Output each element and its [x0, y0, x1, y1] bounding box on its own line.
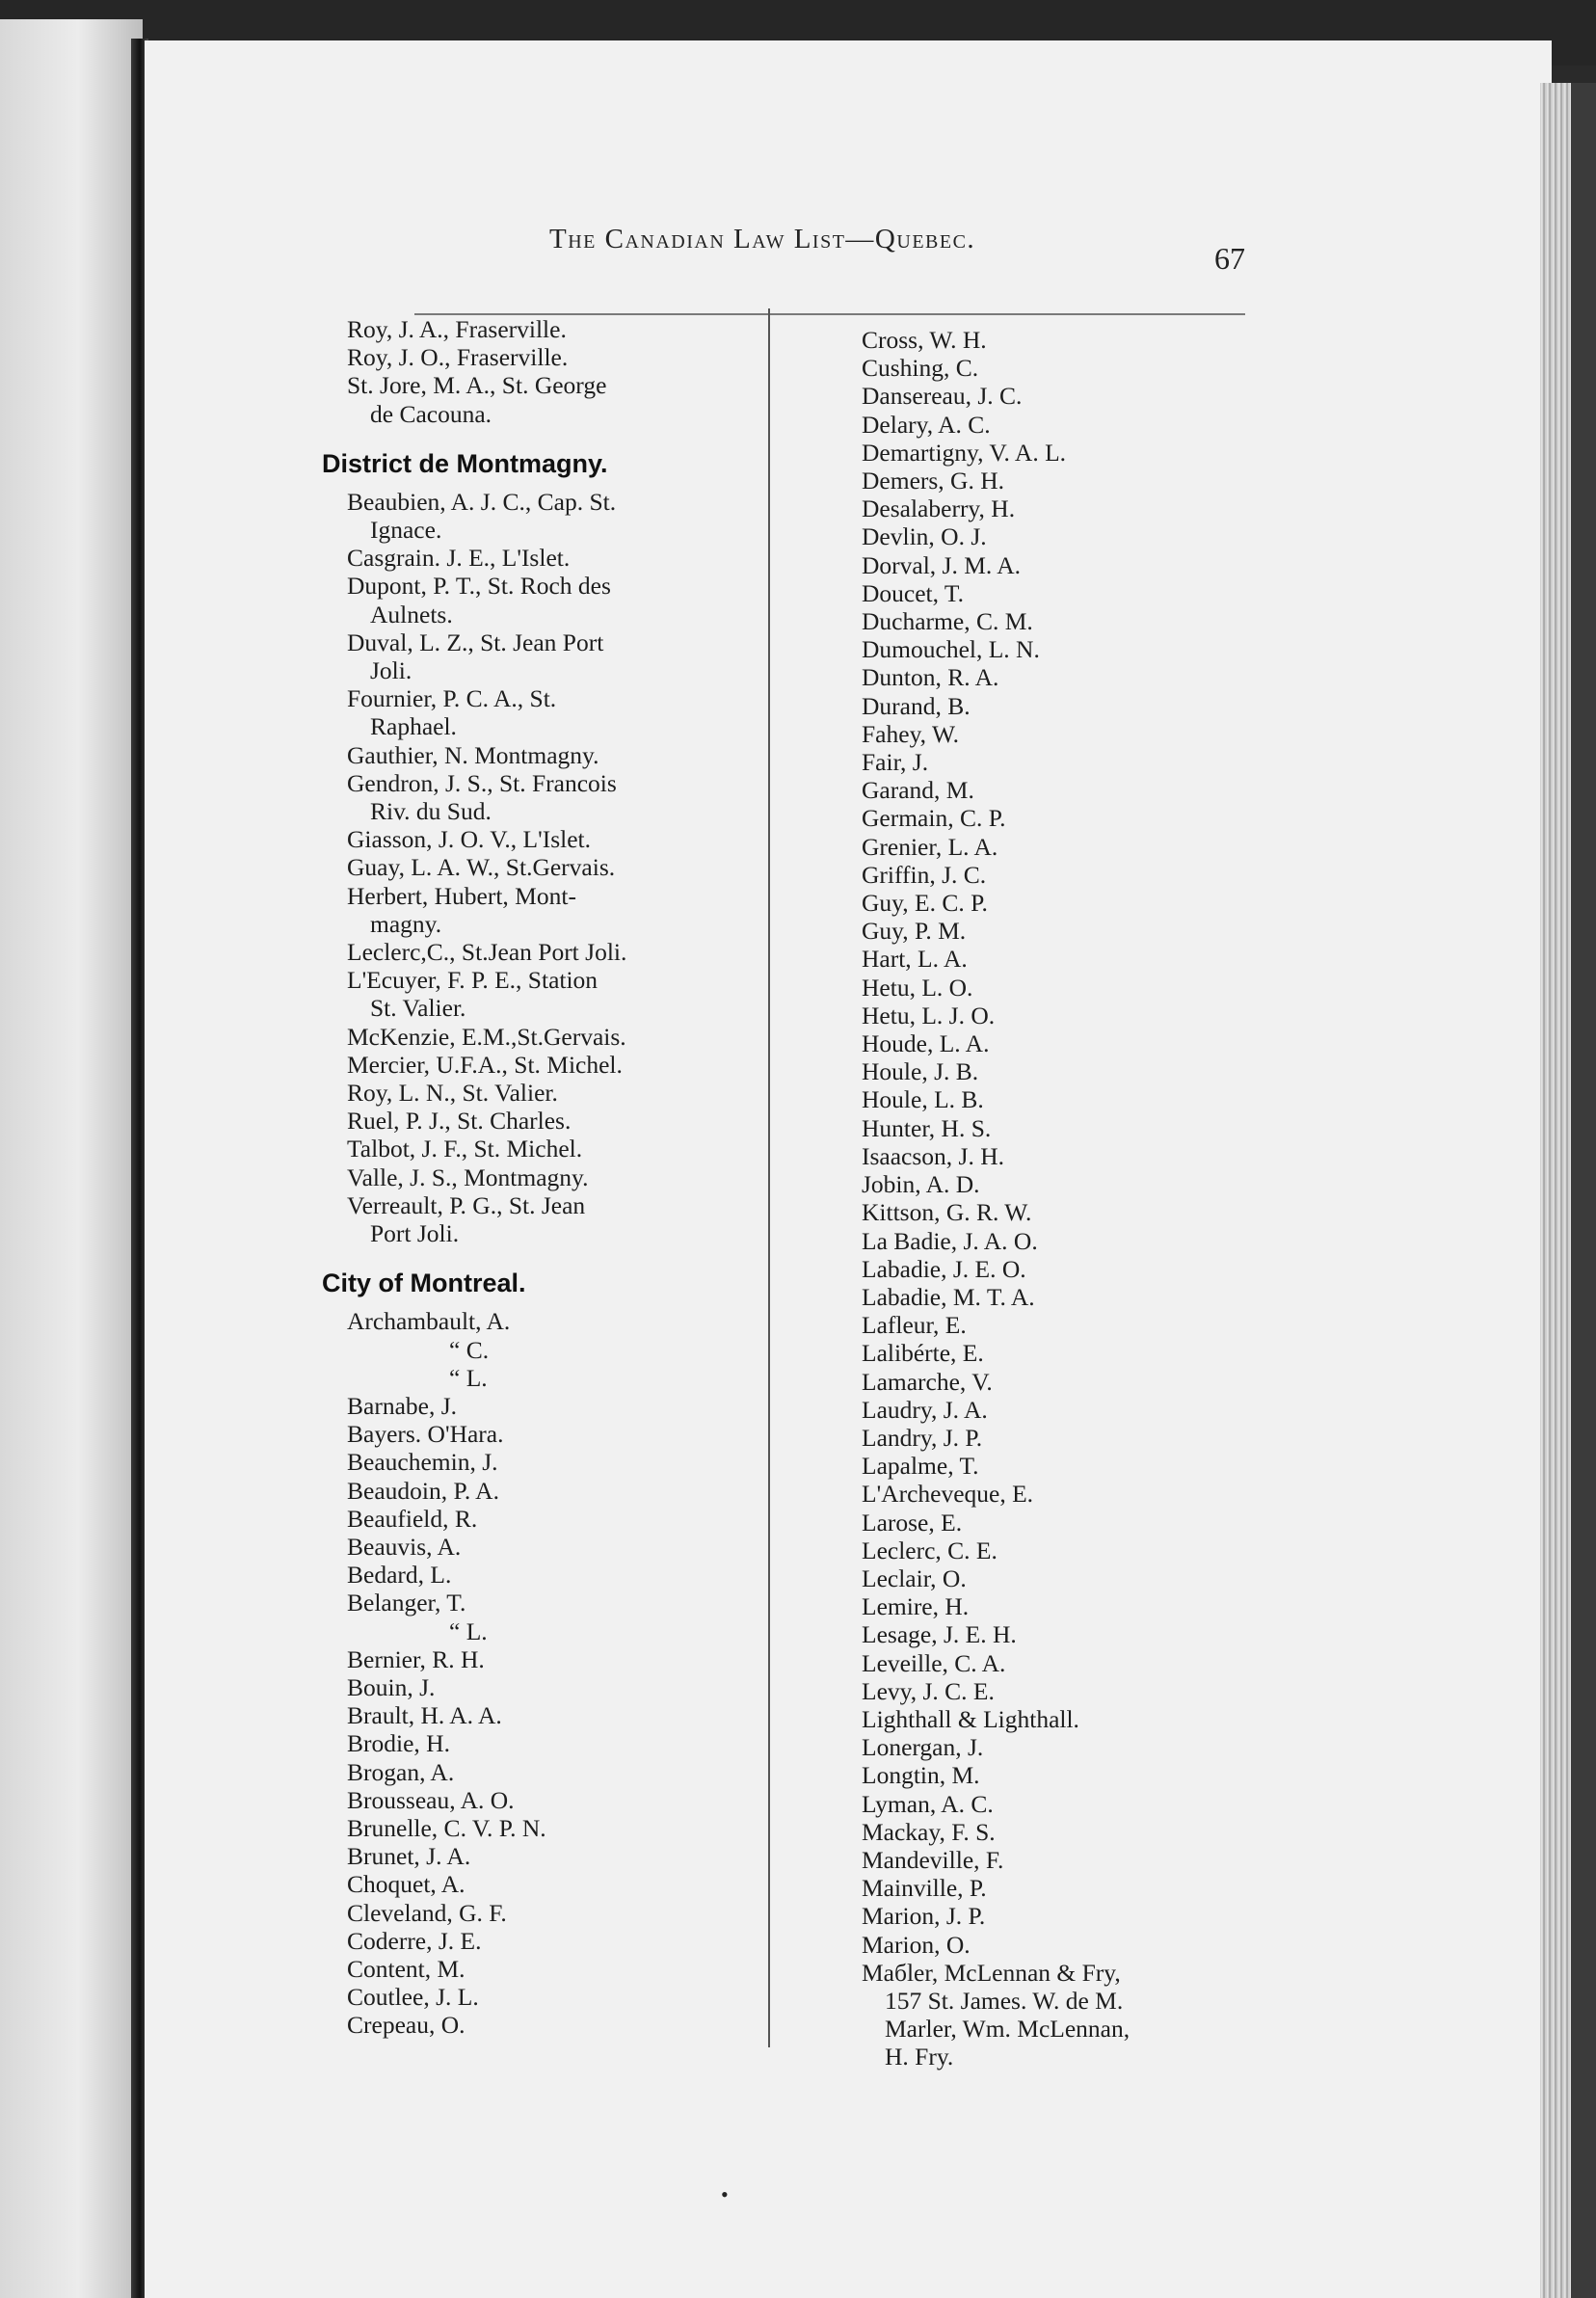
entry-name: L'Ecuyer, F. P. E., Station	[347, 966, 598, 995]
list-item	[347, 1729, 771, 1757]
list-item	[347, 1842, 771, 1870]
entry-name: Valle, J. S., Montmagny.	[347, 1162, 589, 1191]
entry-continuation: Port Joli.	[370, 1219, 460, 1248]
entry-name: Brogan, A.	[347, 1757, 455, 1786]
list-item	[862, 1198, 1247, 1226]
list-item	[347, 628, 771, 684]
list-item	[347, 343, 771, 371]
entry-name: Houde, L. A.	[862, 1029, 990, 1058]
entry-name: Grenier, L. A.	[862, 832, 998, 861]
section-heading: District de Montmagny.	[322, 448, 608, 478]
entry-name: Ducharme, C. M.	[862, 607, 1033, 636]
entry-name: Talbot, J. F., St. Michel.	[347, 1135, 583, 1163]
entry-name: Brault, H. A. A.	[347, 1701, 502, 1730]
list-item	[347, 1107, 771, 1135]
list-item	[347, 1420, 771, 1448]
list-item	[862, 1846, 1247, 1874]
entry-name: Dumouchel, L. N.	[862, 635, 1040, 664]
entry-name: Delary, A. C.	[862, 410, 991, 439]
entry-name: Mainville, P.	[862, 1874, 987, 1903]
list-item	[862, 1311, 1247, 1339]
entry-name: Beauvis, A.	[347, 1532, 462, 1561]
entry-name: Mackay, F. S.	[862, 1817, 996, 1846]
list-item	[347, 1983, 771, 2011]
list-item	[347, 1448, 771, 1476]
list-item	[347, 1955, 771, 1983]
list-item	[862, 354, 1247, 382]
entry-name: Guy, E. C. P.	[862, 889, 988, 918]
list-item	[347, 1673, 771, 1701]
list-item	[347, 315, 771, 343]
entry-name: Brunet, J. A.	[347, 1842, 471, 1871]
entry-name: Belanger, T.	[347, 1589, 466, 1617]
list-item	[347, 1814, 771, 1842]
entry-name: Gauthier, N. Montmagny.	[347, 740, 599, 769]
list-item	[347, 882, 771, 938]
entry-name: Bedard, L.	[347, 1561, 452, 1590]
entry-name: Roy, L. N., St. Valier.	[347, 1079, 558, 1108]
entry-name: Hunter, H. S.	[862, 1113, 992, 1142]
list-item	[347, 1701, 771, 1729]
entry-name: Lonergan, J.	[862, 1733, 984, 1762]
scan-background-right	[1571, 83, 1596, 2298]
entry-name: Hetu, L. O.	[862, 973, 973, 1002]
list-item	[862, 1142, 1247, 1170]
entry-name: Dunton, R. A.	[862, 663, 999, 692]
entry-continuation: Joli.	[370, 656, 412, 685]
entry-name: Guy, P. M.	[862, 917, 967, 946]
list-item	[862, 1705, 1247, 1733]
entry-name: Devlin, O. J.	[862, 522, 987, 551]
entry-name: Fournier, P. C. A., St.	[347, 684, 557, 713]
entry-name: Beaufield, R.	[347, 1504, 478, 1533]
entry-name: “ C.	[449, 1335, 490, 1364]
entry-name: Demartigny, V. A. L.	[862, 438, 1067, 467]
list-item	[862, 1057, 1247, 1085]
list-item	[347, 1899, 771, 1927]
entry-continuation: St. Valier.	[370, 994, 466, 1023]
entry-continuation: Riv. du Sud.	[370, 797, 492, 826]
list-item	[862, 1085, 1247, 1113]
entry-name: Mandeville, F.	[862, 1845, 1004, 1874]
list-item	[862, 804, 1247, 832]
entry-name: Levy, J. C. E.	[862, 1676, 995, 1705]
section-heading: City of Montreal.	[322, 1269, 526, 1298]
list-item	[862, 382, 1247, 410]
entry-name: Houle, L. B.	[862, 1085, 984, 1114]
list-item	[862, 945, 1247, 973]
entry-name: Cross, W. H.	[862, 326, 987, 354]
list-item	[347, 572, 771, 628]
list-item	[347, 684, 771, 740]
entry-name: Crepeau, O.	[347, 2011, 466, 2040]
entry-name: Barnabe, J.	[347, 1391, 458, 1420]
list-item	[347, 1758, 771, 1786]
list-item	[862, 1002, 1247, 1029]
left-column	[322, 315, 771, 2040]
list-item	[862, 889, 1247, 917]
list-item	[862, 692, 1247, 720]
entry-continuation: Raphael.	[370, 712, 457, 741]
list-item	[862, 776, 1247, 804]
list-item	[347, 1505, 771, 1533]
entry-name: Leclair, O.	[862, 1563, 967, 1592]
facing-page-edge	[0, 19, 143, 2298]
entry-name: Lalibérte, E.	[862, 1339, 984, 1368]
list-item	[862, 2015, 1247, 2043]
entry-name: Demers, G. H.	[862, 467, 1005, 495]
list-item	[862, 1874, 1247, 1902]
entry-name: McKenzie, E.M.,St.Gervais.	[347, 1022, 626, 1051]
entry-name: Garand, M.	[862, 776, 974, 805]
list-item	[862, 1480, 1247, 1508]
list-item	[862, 1452, 1247, 1480]
list-item	[862, 1931, 1247, 1959]
list-item	[862, 917, 1247, 945]
entry-name: Herbert, Hubert, Mont-	[347, 881, 576, 910]
entry-name: Houle, J. B.	[862, 1057, 979, 1086]
list-item	[862, 579, 1247, 607]
entry-name: Dansereau, J. C.	[862, 382, 1023, 411]
running-head: The Canadian Law List—Quebec.	[549, 224, 976, 254]
entry-name: Lemire, H.	[862, 1592, 970, 1621]
entry-name: Desalaberry, H.	[862, 494, 1016, 523]
list-item	[862, 1368, 1247, 1396]
entry-name: Landry, J. P.	[862, 1423, 983, 1452]
list-item	[862, 748, 1247, 776]
list-item	[862, 635, 1247, 663]
list-item	[347, 1477, 771, 1505]
list-item	[862, 861, 1247, 889]
entry-name: Ruel, P. J., St. Charles.	[347, 1107, 572, 1136]
entry-name: Verreault, P. G., St. Jean	[347, 1190, 586, 1219]
entry-name: Germain, C. P.	[862, 804, 1006, 833]
entry-name: Marion, O.	[862, 1930, 971, 1959]
list-item	[862, 720, 1247, 748]
list-item	[862, 974, 1247, 1002]
page-number: 67	[1214, 241, 1245, 276]
entry-name: Archambault, A.	[347, 1307, 511, 1336]
entry-name: Duval, L. Z., St. Jean Port	[347, 628, 604, 656]
list-item	[862, 1564, 1247, 1592]
entry-name: Leclerc,C., St.Jean Port Joli.	[347, 938, 627, 967]
list-item	[347, 1364, 771, 1392]
list-item	[347, 371, 771, 427]
entry-name: Labadie, M. T. A.	[862, 1282, 1035, 1311]
list-item	[862, 607, 1247, 635]
entry-name: Lafleur, E.	[862, 1311, 967, 1340]
ink-speck: •	[721, 2182, 729, 2206]
entry-name: Lyman, A. C.	[862, 1789, 994, 1818]
entry-name: Content, M.	[347, 1954, 466, 1983]
entry-name: La Badie, J. A. O.	[862, 1226, 1038, 1255]
entry-name: St. Jore, M. A., St. George	[347, 371, 607, 400]
entry-name: Durand, B.	[862, 691, 971, 720]
entry-name: Bouin, J.	[347, 1672, 436, 1701]
entry-name: Larose, E.	[862, 1508, 963, 1536]
list-item	[347, 1336, 771, 1364]
list-item	[862, 1170, 1247, 1198]
list-item	[862, 1396, 1247, 1424]
list-item	[862, 1424, 1247, 1452]
list-item	[347, 1533, 771, 1561]
list-item	[347, 769, 771, 825]
list-item	[862, 1283, 1247, 1311]
list-item	[862, 1902, 1247, 1930]
entry-name: Bayers. O'Hara.	[347, 1420, 504, 1449]
list-item	[862, 1509, 1247, 1536]
entry-continuation: magny.	[370, 909, 442, 938]
list-item	[347, 966, 771, 1022]
entry-name: Casgrain. J. E., L'Islet.	[347, 544, 571, 573]
list-item	[347, 1191, 771, 1247]
list-item	[862, 439, 1247, 467]
entry-name: Cleveland, G. F.	[347, 1898, 507, 1927]
list-item	[347, 544, 771, 572]
entry-name: Labadie, J. E. O.	[862, 1254, 1026, 1283]
list-item	[862, 326, 1247, 354]
entry-name: Isaacson, J. H.	[862, 1141, 1005, 1170]
entry-name: Leclerc, C. E.	[862, 1536, 998, 1564]
list-item	[862, 1029, 1247, 1057]
entry-name: Doucet, T.	[862, 578, 964, 607]
list-item	[347, 1561, 771, 1589]
list-item	[347, 938, 771, 966]
list-item	[347, 1392, 771, 1420]
list-item	[862, 467, 1247, 494]
list-item	[862, 522, 1247, 550]
entry-name: Fair, J.	[862, 748, 929, 777]
list-item	[862, 1536, 1247, 1564]
list-item	[347, 1870, 771, 1898]
entry-name: Cushing, C.	[862, 354, 979, 383]
entry-continuation: 157 St. James. W. de M.	[885, 1986, 1124, 2015]
entry-name: Griffin, J. C.	[862, 860, 987, 889]
entry-name: Gendron, J. S., St. Francois	[347, 768, 617, 797]
entry-name: Roy, J. O., Fraserville.	[347, 343, 569, 372]
list-item	[862, 1959, 1247, 2015]
list-item	[862, 411, 1247, 439]
entry-name: Lighthall & Lighthall.	[862, 1704, 1079, 1733]
list-item	[862, 1227, 1247, 1255]
entry-name: Beaudoin, P. A.	[347, 1476, 499, 1505]
entry-continuation: de Cacouna.	[370, 399, 492, 428]
entry-name: Beauchemin, J.	[347, 1448, 498, 1477]
entry-name: Maбler, McLennan & Fry,	[862, 1958, 1121, 1987]
entry-name: Guay, L. A. W., St.Gervais.	[347, 853, 616, 882]
entry-continuation: Ignace.	[370, 516, 442, 545]
entry-name: Giasson, J. O. V., L'Islet.	[347, 825, 591, 854]
entry-continuation: Marler, Wm. McLennan,	[885, 2015, 1130, 2044]
list-item	[862, 1790, 1247, 1818]
list-item	[862, 1649, 1247, 1677]
list-item	[862, 1255, 1247, 1283]
list-item	[347, 1307, 771, 1335]
entry-name: Dorval, J. M. A.	[862, 550, 1022, 579]
list-item	[862, 1818, 1247, 1846]
right-column	[862, 326, 1247, 2071]
list-item	[862, 1114, 1247, 1142]
list-item	[347, 1079, 771, 1107]
entry-name: Brunelle, C. V. P. N.	[347, 1813, 546, 1842]
list-item	[347, 825, 771, 853]
entry-name: Leveille, C. A.	[862, 1648, 1006, 1677]
list-item	[862, 1592, 1247, 1620]
entry-name: “ L.	[449, 1363, 488, 1392]
entry-name: Marion, J. P.	[862, 1902, 986, 1931]
list-item	[862, 663, 1247, 691]
list-item	[347, 2011, 771, 2039]
list-item	[862, 2043, 1247, 2071]
list-item	[347, 1023, 771, 1051]
entry-name: Kittson, G. R. W.	[862, 1198, 1032, 1227]
list-item	[347, 1617, 771, 1645]
list-item	[347, 1927, 771, 1955]
list-item	[347, 1135, 771, 1162]
entry-name: “ L.	[449, 1617, 488, 1645]
list-item	[862, 1733, 1247, 1761]
list-item	[862, 1339, 1247, 1367]
list-item	[347, 741, 771, 769]
list-item	[347, 1786, 771, 1814]
entry-name: Coutlee, J. L.	[347, 1983, 479, 2012]
list-item	[347, 1589, 771, 1617]
list-item	[347, 1645, 771, 1673]
list-item	[347, 488, 771, 544]
list-item	[862, 551, 1247, 579]
entry-name: Laudry, J. A.	[862, 1395, 988, 1424]
entry-name: Coderre, J. E.	[347, 1926, 482, 1955]
entry-name: Hart, L. A.	[862, 945, 968, 974]
entry-name: Beaubien, A. J. C., Cap. St.	[347, 487, 617, 516]
entry-continuation: H. Fry.	[885, 2043, 954, 2071]
entry-name: Lapalme, T.	[862, 1452, 979, 1481]
list-item	[347, 1051, 771, 1079]
entry-name: Fahey, W.	[862, 719, 960, 748]
entry-name: Bernier, R. H.	[347, 1644, 485, 1673]
entry-name: Choquet, A.	[347, 1870, 466, 1899]
list-item	[347, 1163, 771, 1191]
list-item	[862, 833, 1247, 861]
entry-name: Brousseau, A. O.	[347, 1785, 515, 1814]
entry-continuation: Aulnets.	[370, 600, 453, 628]
entry-name: Roy, J. A., Fraserville.	[347, 315, 567, 343]
entry-name: Longtin, M.	[862, 1761, 980, 1790]
entry-name: Brodie, H.	[347, 1729, 450, 1758]
list-item	[862, 1761, 1247, 1789]
entry-name: L'Archeveque, E.	[862, 1480, 1034, 1509]
entry-name: Dupont, P. T., St. Roch des	[347, 572, 611, 601]
list-item	[862, 1620, 1247, 1648]
entry-name: Lamarche, V.	[862, 1367, 993, 1396]
entry-name: Mercier, U.F.A., St. Michel.	[347, 1050, 623, 1079]
entry-name: Jobin, A. D.	[862, 1170, 980, 1199]
entry-name: Hetu, L. J. O.	[862, 1001, 996, 1029]
list-item	[347, 853, 771, 881]
entry-name: Lesage, J. E. H.	[862, 1620, 1017, 1649]
list-item	[862, 1677, 1247, 1705]
list-item	[862, 494, 1247, 522]
